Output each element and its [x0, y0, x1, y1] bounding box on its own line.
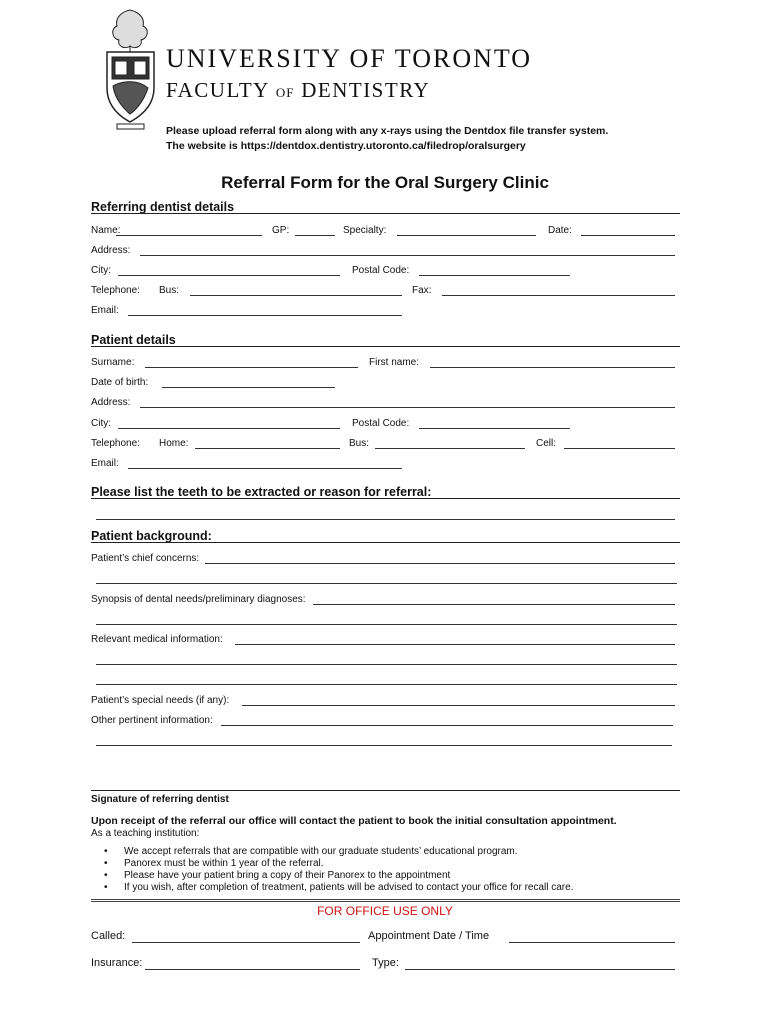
- university-crest-icon: [103, 8, 158, 130]
- pat-bus-field[interactable]: [375, 448, 525, 449]
- type-field[interactable]: [405, 969, 675, 970]
- upon-receipt-text: Upon receipt of the referral our office will contact the patient to book the initial consultation appointment.: [91, 815, 617, 827]
- policy-list: [104, 846, 573, 894]
- medical-field-2[interactable]: [96, 664, 677, 665]
- pat-home-label: Home:: [159, 438, 189, 449]
- chief-field-2[interactable]: [96, 583, 677, 584]
- pat-postal-field[interactable]: [419, 428, 570, 429]
- ref-bus-field[interactable]: [190, 295, 402, 296]
- insurance-field[interactable]: [145, 969, 360, 970]
- teeth-heading: Please list the teeth to be extracted or reason for referral:: [91, 485, 432, 499]
- pat-city-label: City:: [91, 418, 111, 429]
- background-heading: Patient background:: [91, 529, 212, 543]
- pat-city-field[interactable]: [118, 428, 340, 429]
- ref-email-label: Email:: [91, 305, 119, 316]
- list-item: • If you wish, after completion of treatment, patients will be advised to contact your office for recall care.: [104, 882, 573, 894]
- faculty-name: [166, 78, 430, 103]
- ref-city-label: City:: [91, 265, 111, 276]
- pat-telephone-label: Telephone:: [91, 438, 140, 449]
- ref-postal-field[interactable]: [419, 275, 570, 276]
- pat-email-label: Email:: [91, 458, 119, 469]
- office-use-heading: FOR OFFICE USE ONLY: [317, 904, 453, 918]
- special-field[interactable]: [242, 705, 675, 706]
- pat-firstname-label: First name:: [369, 357, 420, 368]
- university-name: UNIVERSITY OF TORONTO: [166, 44, 533, 73]
- pat-dob-label: Date of birth:: [91, 377, 149, 388]
- called-field[interactable]: [132, 942, 360, 943]
- medical-label: Relevant medical information:: [91, 634, 223, 645]
- synopsis-field[interactable]: [313, 604, 675, 605]
- faculty-word: FACULTY: [166, 78, 270, 102]
- patient-heading-rule: [91, 346, 680, 347]
- pat-address-field[interactable]: [140, 407, 675, 408]
- ref-bus-label: Bus:: [159, 285, 180, 296]
- ref-postal-label: Postal Code:: [352, 265, 410, 276]
- pat-email-field[interactable]: [128, 468, 402, 469]
- pat-address-label: Address:: [91, 397, 131, 408]
- ref-specialty-field[interactable]: [397, 235, 536, 236]
- pat-surname-field[interactable]: [145, 367, 358, 368]
- synopsis-label: Synopsis of dental needs/preliminary diagnoses:: [91, 594, 306, 605]
- ref-gp-field[interactable]: [295, 235, 335, 236]
- pat-firstname-field[interactable]: [430, 367, 675, 368]
- pat-dob-field[interactable]: [162, 387, 335, 388]
- teaching-text: As a teaching institution:: [91, 828, 200, 839]
- teeth-heading-rule: [91, 498, 680, 499]
- synopsis-field-2[interactable]: [96, 624, 677, 625]
- ref-address-label: Address:: [91, 245, 131, 256]
- signature-line[interactable]: [91, 790, 680, 791]
- medical-field-3[interactable]: [96, 684, 677, 685]
- background-heading-rule: [91, 542, 680, 543]
- ref-telephone-label: Telephone:: [91, 285, 140, 296]
- ref-name-label: Name:: [91, 225, 121, 236]
- page-title: Referral Form for the Oral Surgery Clinic: [221, 173, 549, 192]
- ref-fax-field[interactable]: [442, 295, 675, 296]
- pat-cell-field[interactable]: [564, 448, 675, 449]
- ref-date-field[interactable]: [581, 235, 675, 236]
- chief-label: Patient’s chief concerns:: [91, 553, 200, 564]
- referring-heading-rule: [91, 213, 680, 214]
- appointment-label: Appointment Date / Time: [368, 930, 490, 942]
- type-label: Type:: [372, 957, 399, 969]
- pat-bus-label: Bus:: [349, 438, 370, 449]
- ref-email-field[interactable]: [128, 315, 402, 316]
- teeth-field[interactable]: [96, 519, 675, 520]
- insurance-label: Insurance:: [91, 957, 143, 969]
- ref-fax-label: Fax:: [412, 285, 432, 296]
- pat-cell-label: Cell:: [536, 438, 557, 449]
- pat-home-field[interactable]: [195, 448, 340, 449]
- faculty-of: OF: [275, 85, 295, 100]
- other-label: Other pertinent information:: [91, 715, 213, 726]
- ref-name-field[interactable]: [116, 235, 262, 236]
- chief-field[interactable]: [205, 563, 675, 564]
- ref-address-field[interactable]: [140, 255, 675, 256]
- appointment-field[interactable]: [509, 942, 675, 943]
- dentistry-word: DENTISTRY: [301, 78, 431, 102]
- ref-date-label: Date:: [548, 225, 572, 236]
- pat-postal-label: Postal Code:: [352, 418, 410, 429]
- ref-gp-label: GP:: [272, 225, 290, 236]
- list-item: • Panorex must be within 1 year of the referral.: [104, 858, 573, 870]
- other-field[interactable]: [221, 725, 673, 726]
- upload-note: Please upload referral form along with any x-rays using the Dentdox file transfer system. The website is https://dentdox.dentistry.utoronto.ca/filedrop/oralsurgery: [166, 125, 609, 152]
- signature-label: Signature of referring dentist: [91, 794, 229, 805]
- list-item: • Please have your patient bring a copy of their Panorex to the appointment: [104, 870, 573, 882]
- special-label: Patient’s special needs (if any):: [91, 695, 230, 706]
- office-divider: [91, 899, 680, 902]
- other-field-2[interactable]: [96, 745, 672, 746]
- ref-city-field[interactable]: [118, 275, 340, 276]
- list-item: • We accept referrals that are compatible with our graduate students’ educational program.: [104, 846, 573, 858]
- referring-heading: Referring dentist details: [91, 200, 235, 214]
- pat-surname-label: Surname:: [91, 357, 135, 368]
- patient-heading: Patient details: [91, 333, 176, 347]
- ref-specialty-label: Specialty:: [343, 225, 387, 236]
- medical-field[interactable]: [235, 644, 675, 645]
- called-label: Called:: [91, 930, 126, 942]
